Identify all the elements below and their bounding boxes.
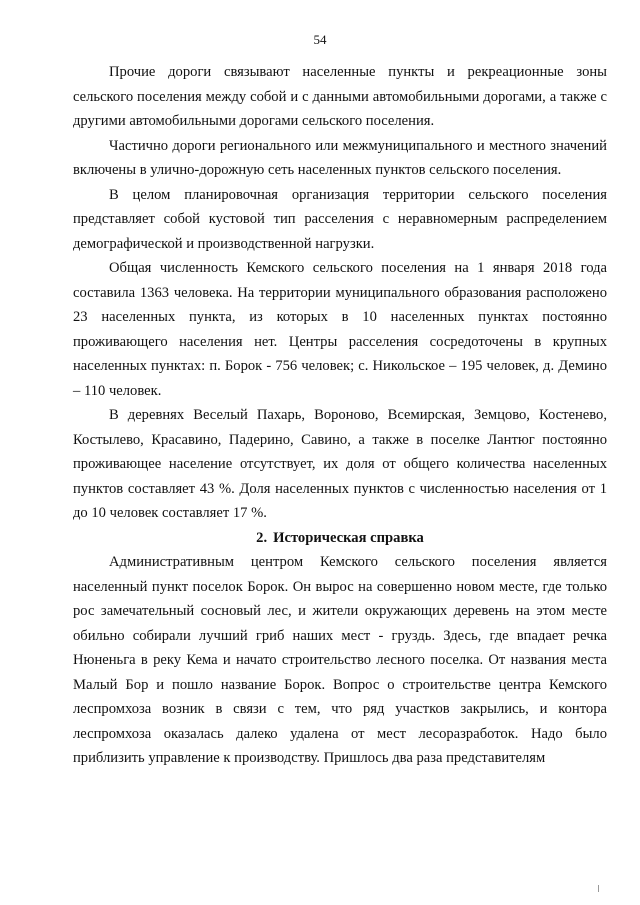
- page-content: [73, 60, 607, 771]
- paragraph-history: Административным центром Кемского сельского поселения является населенный пункт поселок Борок. Он вырос на совершенно новом месте, где только рос замечательный сосновый лес, и жители окружающих деревень на этом месте обильно собирали лучший гриб наших мест - груздь. Здесь, где впадает речка Нюненьга в реку Кема и начато строительство лесного поселка. От названия места Малый Бор и пошло название Борок. Вопрос о строительстве центра Кемского леспромхоза возник в связи с тем, что ряд участков закрылись, и контора леспромхоза оказалась далеко удалена от мест лесоразработок. Надо было приблизить управление к производству. Пришлось два раза представителям: [73, 554, 607, 766]
- paragraph-uninhabited-villages: В деревнях Веселый Пахарь, Вороново, Всемирская, Земцово, Костенево, Костылево, Красавино, Падерино, Савино, а также в поселке Лантюг постоянно проживающее население отсутствует, их доля от общего количества населенных пунктов составляет 43 %. Доля населенных пунктов с численностью населения от 1 до 10 человек составляет 17 %.: [73, 407, 607, 521]
- section-heading: [73, 526, 607, 551]
- scan-mark: [598, 885, 599, 892]
- section-heading-title: Историческая справка: [273, 529, 424, 546]
- paragraph-planning-organization: В целом планировочная организация территории сельского поселения представляет собой кустовой тип расселения с неравномерным распределением демографической и производственной нагрузки.: [73, 186, 607, 252]
- section-heading-number: 2.: [256, 529, 268, 546]
- paragraph-regional-roads: Частично дороги регионального или межмуниципального и местного значений включены в улично-дорожную сеть населенных пунктов сельского поселения.: [73, 137, 607, 178]
- paragraph-other-roads: Прочие дороги связывают населенные пункты и рекреационные зоны сельского поселения между собой и с данными автомобильными дорогами, а также с другими автомобильными дорогами сельского поселения.: [73, 64, 607, 129]
- paragraph-population: Общая численность Кемского сельского поселения на 1 января 2018 года составила 1363 человека. На территории муниципального образования расположено 23 населенных пункта, из которых в 10 населенных пунктах постоянно проживающего населения нет. Центры расселения сосредоточены в крупных населенных пунктах: п. Борок - 756 человек; с. Никольское – 195 человек, д. Демино – 110 человек.: [73, 260, 607, 399]
- page-number: 54: [313, 32, 327, 47]
